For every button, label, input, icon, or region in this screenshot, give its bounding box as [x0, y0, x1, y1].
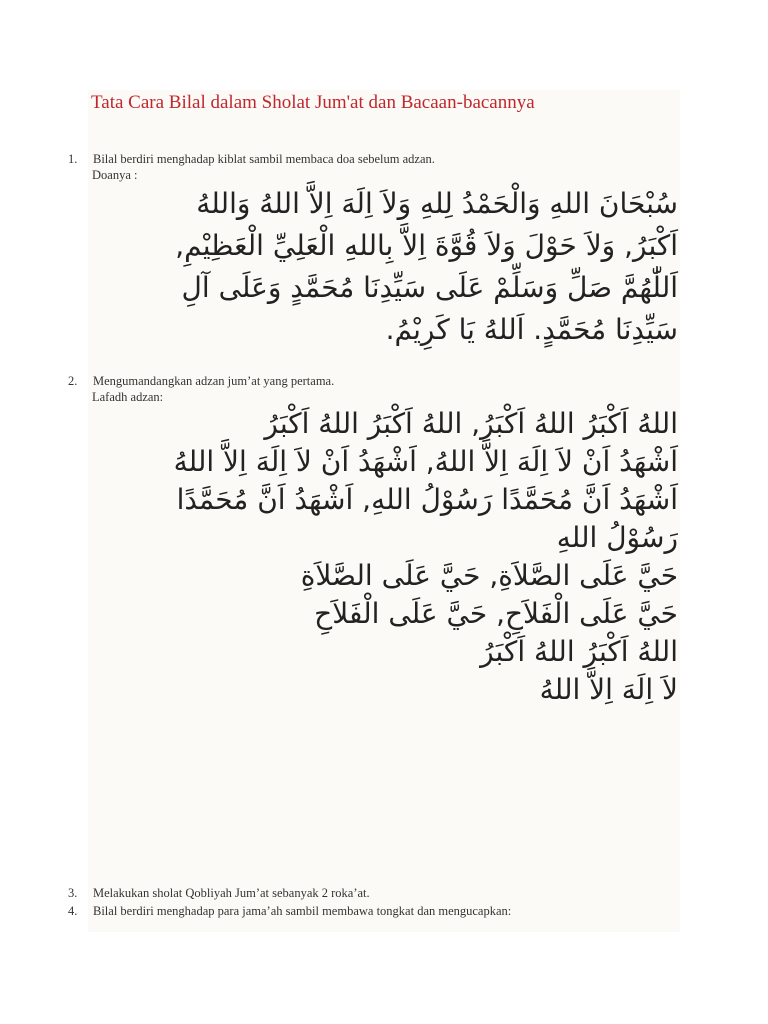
- arabic-line: حَيَّ عَلَى الصَّلاَةِ, حَيَّ عَلَى الصَّلاَةِ: [300, 559, 678, 592]
- step-2-number: 2.: [68, 374, 78, 388]
- step-3-text: Melakukan sholat Qobliyah Jum’at sebanyak 2 roka’at.: [93, 886, 370, 900]
- document-title: Tata Cara Bilal dalam Sholat Jum'at dan Bacaan-bacannya: [91, 92, 535, 113]
- step-1-arabic-doa: [175, 183, 678, 351]
- arabic-line: رَسُوْلُ اللهِ: [556, 521, 678, 554]
- step-2-text: Mengumandangkan adzan jum’at yang pertama.: [93, 374, 335, 388]
- step-1-number: 1.: [68, 152, 78, 166]
- arabic-line: اَكْبَرُ, وَلاَ حَوْلَ وَلاَ قُوَّةَ اِلاَّ بِاللهِ الْعَلِيِّ الْعَظِيْمِ,: [175, 229, 678, 262]
- step-3: [68, 886, 370, 901]
- step-2-arabic-adzan: [174, 405, 678, 709]
- arabic-line: اَللّٰهُمَّ صَلِّ وَسَلِّمْ عَلَى سَيِّدِنَا مُحَمَّدٍ وَعَلَى آلِ: [181, 271, 678, 304]
- arabic-line: اللهُ اَكْبَرُ اللهُ اَكْبَرُ, اللهُ اَكْبَرُ اللهُ اَكْبَرُ: [264, 407, 678, 440]
- arabic-line: لاَ اِلَهَ اِلاَّ اللهُ: [539, 673, 678, 706]
- step-4-text: Bilal berdiri menghadap para jama’ah sambil membawa tongkat dan mengucapkan:: [93, 904, 512, 918]
- arabic-line: سُبْحَانَ اللهِ وَالْحَمْدُ لِلهِ وَلاَ اِلَهَ اِلاَّ اللهُ وَاللهُ: [196, 187, 678, 220]
- step-1: [68, 152, 435, 167]
- step-1-sublabel: Doanya :: [92, 168, 138, 182]
- step-1-text: Bilal berdiri menghadap kiblat sambil membaca doa sebelum adzan.: [93, 152, 435, 166]
- step-2: [68, 374, 334, 389]
- arabic-line: اللهُ اَكْبَرُ اللهُ اَكْبَرُ: [480, 635, 678, 668]
- step-4: [68, 904, 511, 919]
- step-3-number: 3.: [68, 886, 78, 900]
- arabic-line: سَيِّدِنَا مُحَمَّدٍ. اَللهُ يَا كَرِيْمُ.: [385, 313, 678, 346]
- step-4-number: 4.: [68, 904, 78, 918]
- arabic-line: اَشْهَدُ اَنَّ مُحَمَّدًا رَسُوْلُ اللهِ, اَشْهَدُ اَنَّ مُحَمَّدًا: [176, 483, 678, 516]
- arabic-line: حَيَّ عَلَى الْفَلاَحِ, حَيَّ عَلَى الْفَلاَحِ: [314, 597, 678, 630]
- arabic-line: اَشْهَدُ اَنْ لاَ اِلَهَ اِلاَّ اللهُ, اَشْهَدُ اَنْ لاَ اِلَهَ اِلاَّ اللهُ: [173, 445, 678, 478]
- step-2-sublabel: Lafadh adzan:: [92, 390, 164, 404]
